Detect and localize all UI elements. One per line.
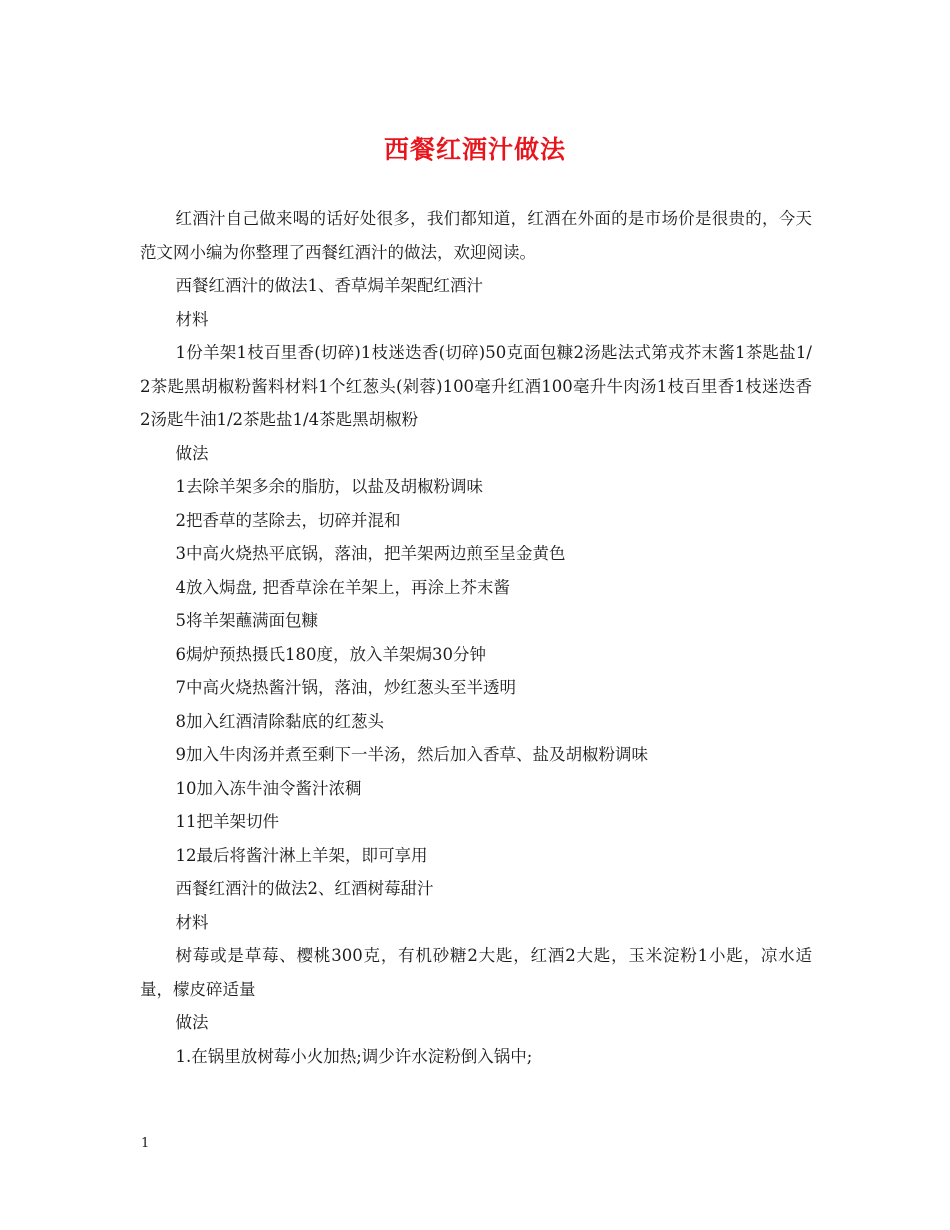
step-item: 3中高火烧热平底锅，落油，把羊架两边煎至呈金黄色: [175, 544, 566, 563]
ingredients-label: 材料: [175, 309, 209, 329]
section-heading-recipe-2: 西餐红酒汁的做法2、红酒树莓甜汁: [175, 879, 434, 898]
method-label: 做法: [175, 1013, 209, 1032]
ingredients-list: 树莓或是草莓、樱桃300克，有机砂糖2大匙，红酒2大匙，玉米淀粉1小匙，凉水适量，檬皮碎适量: [140, 946, 812, 999]
step-item: 7中高火烧热酱汁锅，落油，炒红葱头至半透明: [175, 678, 516, 697]
step-item: 5将羊架蘸满面包糠: [175, 611, 318, 630]
ingredients-label: 材料: [175, 912, 209, 932]
paragraph-intro: 红酒汁自己做来喝的话好处很多，我们都知道，红酒在外面的是市场价是很贵的，今天范文网小编为你整理了西餐红酒汁的做法，欢迎阅读。: [140, 209, 812, 262]
document-body: [140, 202, 812, 1073]
document-title: 西餐红酒汁做法: [383, 135, 566, 164]
section-heading-recipe-1: 西餐红酒汁的做法1、香草焗羊架配红酒汁: [175, 276, 483, 295]
step-item: 2把香草的茎除去，切碎并混和: [175, 510, 401, 530]
page-number: 1: [141, 1136, 150, 1151]
step-item: 10加入冻牛油令酱汁浓稠: [175, 778, 362, 798]
step-item: 6焗炉预热摄氏180度，放入羊架焗30分钟: [175, 644, 486, 664]
step-item: 4放入焗盘, 把香草涂在羊架上，再涂上芥末酱: [175, 577, 510, 597]
method-label: 做法: [175, 443, 209, 463]
step-item: 1去除羊架多余的脂肪，以盐及胡椒粉调味: [175, 477, 483, 496]
ingredients-list: 1份羊架1枝百里香(切碎)1枝迷迭香(切碎)50克面包糠2汤匙法式第戎芥末酱1茶匙盐1/2茶匙黑胡椒粉酱料材料1个红葱头(剁蓉)100毫升红酒100毫升牛肉汤1枝百里香1枝迷迭香2汤匙牛油1/2茶匙盐1/4茶匙黑胡椒粉: [140, 343, 812, 429]
step-item: 12最后将酱汁淋上羊架，即可享用: [175, 845, 428, 865]
step-item: 9加入牛肉汤并煮至剩下一半汤，然后加入香草、盐及胡椒粉调味: [175, 745, 648, 764]
step-item: 1.在锅里放树莓小火加热;调少许水淀粉倒入锅中;: [175, 1046, 533, 1066]
step-item: 8加入红酒清除黏底的红葱头: [175, 711, 384, 731]
step-item: 11把羊架切件: [175, 812, 279, 831]
